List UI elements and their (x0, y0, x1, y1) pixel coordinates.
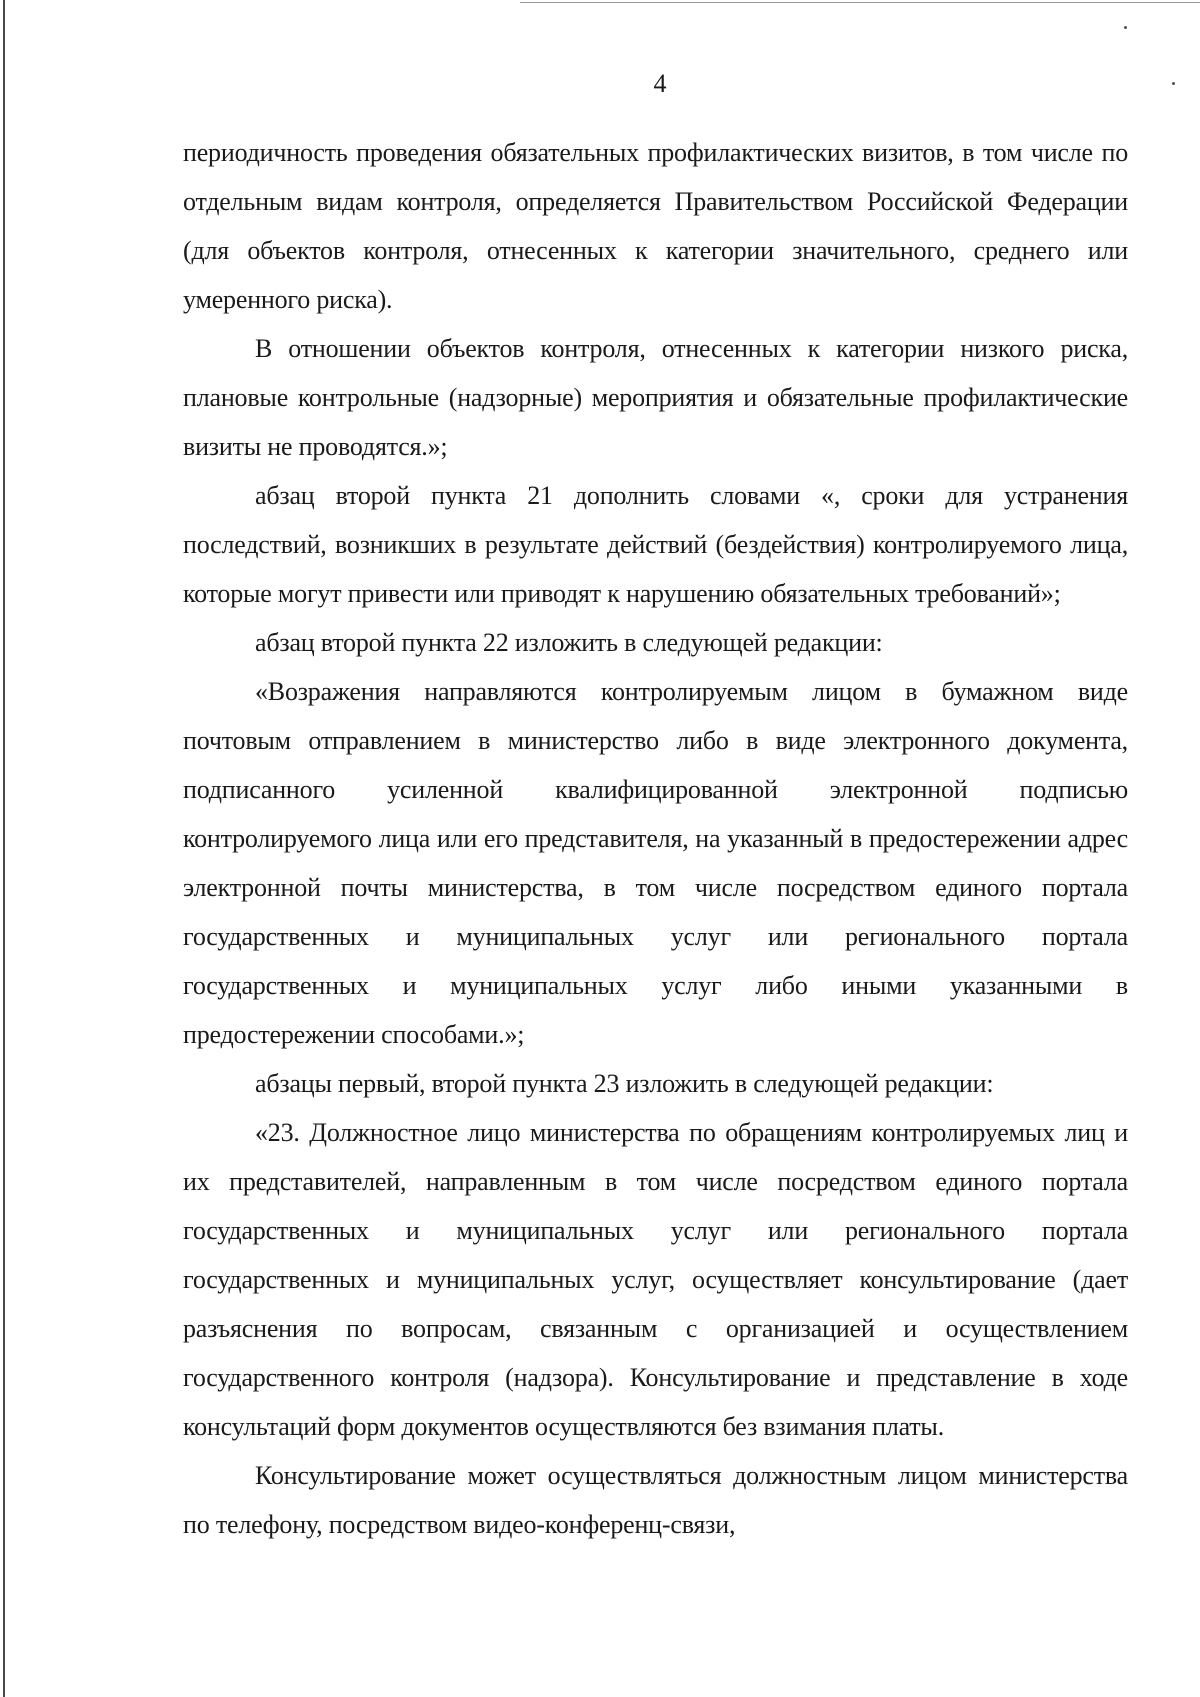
paragraph: Консультирование может осуществляться должностным лицом министерства по телефону, посредством видео-конференц-связи, (183, 1461, 1128, 1539)
page-number: 4 (653, 69, 667, 98)
paragraph: В отношении объектов контроля, отнесенных к категории низкого риска, плановые контрольные (надзорные) мероприятия и обязательные профилактические визиты не проводятся.»; (183, 334, 1128, 461)
paragraph: абзацы первый, второй пункта 23 изложить в следующей редакции: (255, 1069, 994, 1098)
paragraph: «23. Должностное лицо министерства по обращениям контролируемых лиц и их представителей, направленным в том числе посредством единого портала государственных и муниципальных услуг или регионального портала государственных и муниципальных услуг, осуществляет консультирование (дает разъяснения по вопросам, связанным с организацией и осуществлением государственного контроля (надзора). Консультирование и представление в ходе консультаций форм документов осуществляются без взимания платы. (183, 1118, 1128, 1441)
document-body (183, 128, 1128, 1549)
scan-speck (1124, 26, 1127, 29)
paragraph: абзац второй пункта 22 изложить в следующей редакции: (255, 628, 883, 657)
scan-border-left (3, 0, 5, 1697)
scan-line-top (520, 2, 1200, 3)
paragraph: абзац второй пункта 21 дополнить словами «, сроки для устранения последствий, возникших в результате действий (бездействия) контролируемого лица, которые могут привести или приводят к нарушению обязательных требований»; (183, 481, 1128, 608)
paragraph: периодичность проведения обязательных профилактических визитов, в том числе по отдельным видам контроля, определяется Правительством Российской Федерации (для объектов контроля, отнесенных к категории значительного, среднего или умеренного риска). (183, 138, 1128, 314)
paragraph: «Возражения направляются контролируемым лицом в бумажном виде почтовым отправлением в министерство либо в виде электронного документа, подписанного усиленной квалифицированной электронной подписью контролируемого лица или его представителя, на указанный в предостережении адрес электронной почты министерства, в том числе посредством единого портала государственных и муниципальных услуг или регионального портала государственных и муниципальных услуг либо иными указанными в предостережении способами.»; (183, 677, 1128, 1049)
